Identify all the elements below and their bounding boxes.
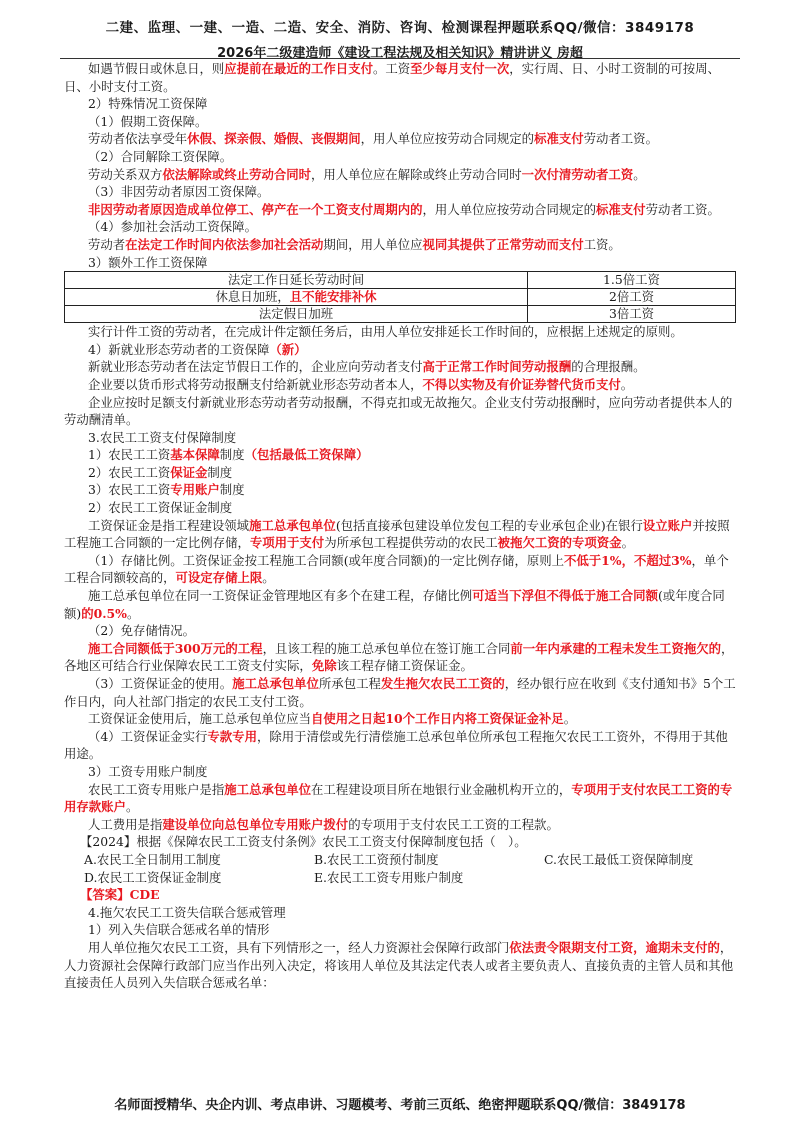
paragraph-special-fund: （4）工资保证金实行专款专用，除用于清偿或先行清偿施工总承包单位所承包工程拖欠农民工工资外，不得用于其他用途。 (64, 728, 728, 762)
table-cell: 法定工作日延长劳动时间 (65, 272, 528, 289)
paragraph-termination: 劳动关系双方依法解除或终止劳动合同时，用人单位应在解除或终止劳动合同时一次付清劳动者工资。 (88, 166, 646, 182)
question-options-row-1 (64, 851, 736, 869)
paragraph-new-employment-2: 企业要以货币形式将劳动报酬支付给新就业形态劳动者本人，不得以实物及有价证券替代货币支付。 (88, 376, 634, 392)
paragraph-nonfault: 非因劳动者原因造成单位停工、停产在一个工资支付周期内的，用人单位应按劳动合同规定的标准支付劳动者工资。 (88, 201, 720, 217)
document-body (64, 60, 736, 992)
table-cell: 3倍工资 (527, 306, 735, 323)
page-footer: 名师面授精华、央企内训、考点串讲、习题模考、考前三页纸、绝密押题联系QQ/微信：3849178 (114, 1098, 686, 1113)
heading-exemption: （2）免存储情况。 (88, 623, 196, 639)
paragraph-deposit-definition: 工资保证金是指工程建设领域施工总承包单位(包括直接承包建设单位发包工程的专业承包企业)在银行设立账户并按照工程施工合同额的一定比例存储，专项用于支付为所承包工程提供劳动的农民工被拖欠工资的专项资金。 (64, 517, 730, 551)
paragraph-deposit-use: （3）工资保证金的使用。施工总承包单位所承包工程发生拖欠农民工工资的，经办银行应在收到《支付通知书》5个工作日内，向人社部门指定的农民工支付工资。 (64, 676, 736, 709)
overtime-table (64, 271, 736, 323)
option-a: A.农民工全日制用工制度 (84, 851, 221, 867)
header-divider (60, 58, 740, 59)
heading-blacklist: 4.拖欠农民工工资失信联合惩戒管理 (88, 904, 286, 920)
list-item: 2）农民工工资保证金制度 (88, 464, 233, 480)
question-options-row-2 (64, 869, 736, 887)
option-c: C.农民工最低工资保障制度 (544, 851, 694, 867)
table-cell: 2倍工资 (527, 289, 735, 306)
paragraph-labor-cost: 人工费用是指建设单位向总包单位专用账户拨付的专项用于支付农民工工资的工程款。 (88, 816, 559, 832)
header-title: 2026年二级建造师《建设工程法规及相关知识》精讲讲义 房超 (217, 46, 583, 61)
heading-nonfault-wage: （3）非因劳动者原因工资保障。 (88, 184, 270, 200)
heading-leave-wage: （1）假期工资保障。 (88, 113, 208, 129)
paragraph-deposit-refill: 工资保证金使用后，施工总承包单位应当自使用之日起10个工作日内将工资保证金补足。 (88, 711, 577, 727)
exam-question: 【2024】根据《保障农民工工资支付条例》农民工工资支付保障制度包括（ ）。 (80, 834, 527, 850)
paragraph-social: 劳动者在法定工作时间内依法参加社会活动期间，用人单位应视同其提供了正常劳动而支付工资。 (88, 236, 621, 252)
paragraph-blacklist: 用人单位拖欠农民工工资，具有下列情形之一，经人力资源社会保障行政部门依法责令限期支付工资，逾期未支付的，人力资源社会保障行政部门应当作出列入决定，将该用人单位及其法定代表人或者主要负责人、直接负责的主管人员和其他直接责任人员列入失信联合惩戒名单： (64, 939, 734, 991)
paragraph-deposit-ratio: （1）存储比例。工资保证金按工程施工合同额(或年度合同额)的一定比例存储，原则上不低于1%，不超过3%，单个工程合同额较高的，可设定存储上限。 (64, 552, 729, 586)
paragraph-exemption: 施工合同额低于300万元的工程，且该工程的施工总承包单位在签订施工合同前一年内承建的工程未发生工资拖欠的，各地区可结合行业保障农民工工资支付实际，免除该工程存储工资保证金。 (64, 640, 734, 674)
page-header (0, 0, 800, 61)
option-e: E.农民工工资专用账户制度 (314, 869, 464, 885)
header-contact-line: 二建、监理、一建、一造、二造、安全、消防、咨询、检测课程押题联系QQ/微信：3849178 (105, 20, 695, 36)
answer: 【答案】CDE (80, 887, 160, 903)
paragraph-special-account: 农民工工资专用账户是指施工总承包单位在工程建设项目所在地银行业金融机构开立的，专项用于支付农民工工资的专用存款账户。 (64, 781, 733, 815)
paragraph-leave: 劳动者依法享受年休假、探亲假、婚假、丧假期间，用人单位应按劳动合同规定的标准支付劳动者工资。 (88, 131, 658, 147)
heading-deposit-system: 2）农民工工资保证金制度 (88, 500, 233, 516)
heading-migrant-wage-system: 3.农民工工资支付保障制度 (88, 429, 237, 445)
heading-new-employment: 4）新就业形态劳动者的工资保障（新） (88, 341, 307, 357)
heading-overtime: 3）额外工作工资保障 (88, 254, 208, 270)
table-cell: 1.5倍工资 (527, 272, 735, 289)
table-cell: 休息日加班，且不能安排补休 (65, 289, 528, 306)
paragraph-new-employment-3: 企业应按时足额支付新就业形态劳动者劳动报酬，不得克扣或无故拖欠。企业支付劳动报酬时，应向劳动者提供本人的劳动酬清单。 (64, 394, 733, 428)
table-row (65, 289, 736, 306)
heading-special-account: 3）工资专用账户制度 (88, 763, 208, 779)
table-cell: 法定假日加班 (65, 306, 528, 323)
heading-special-wage: 2）特殊情况工资保障 (88, 96, 208, 112)
table-row (65, 272, 736, 289)
list-item: 1）农民工工资基本保障制度（包括最低工资保障） (88, 447, 369, 463)
list-item: 3）农民工工资专用账户制度 (88, 482, 245, 498)
heading-blacklist-cases: 1）列入失信联合惩戒名单的情形 (88, 922, 270, 938)
paragraph-multi-project: 施工总承包单位在同一工资保证金管理地区有多个在建工程，存储比例可适当下浮但不得低于施工合同额(或年度合同额)的0.5%。 (64, 588, 725, 621)
paragraph-new-employment-1: 新就业形态劳动者在法定节假日工作的，企业应向劳动者支付高于正常工作时间劳动报酬的合理报酬。 (88, 359, 646, 375)
option-d: D.农民工工资保证金制度 (84, 869, 222, 885)
option-b: B.农民工工资预付制度 (314, 851, 439, 867)
paragraph-piecework: 实行计件工资的劳动者，在完成计件定额任务后，由用人单位安排延长工作时间的，应根据上述规定的原则。 (88, 324, 683, 340)
heading-social-wage: （4）参加社会活动工资保障。 (88, 219, 257, 235)
paragraph-pay-date: 如遇节假日或休息日，则应提前在最近的工作日支付。工资至少每月支付一次，实行周、日、小时工资制的可按周、日、小时支付工资。 (64, 61, 720, 94)
table-row (65, 306, 736, 323)
heading-termination-wage: （2）合同解除工资保障。 (88, 148, 233, 164)
